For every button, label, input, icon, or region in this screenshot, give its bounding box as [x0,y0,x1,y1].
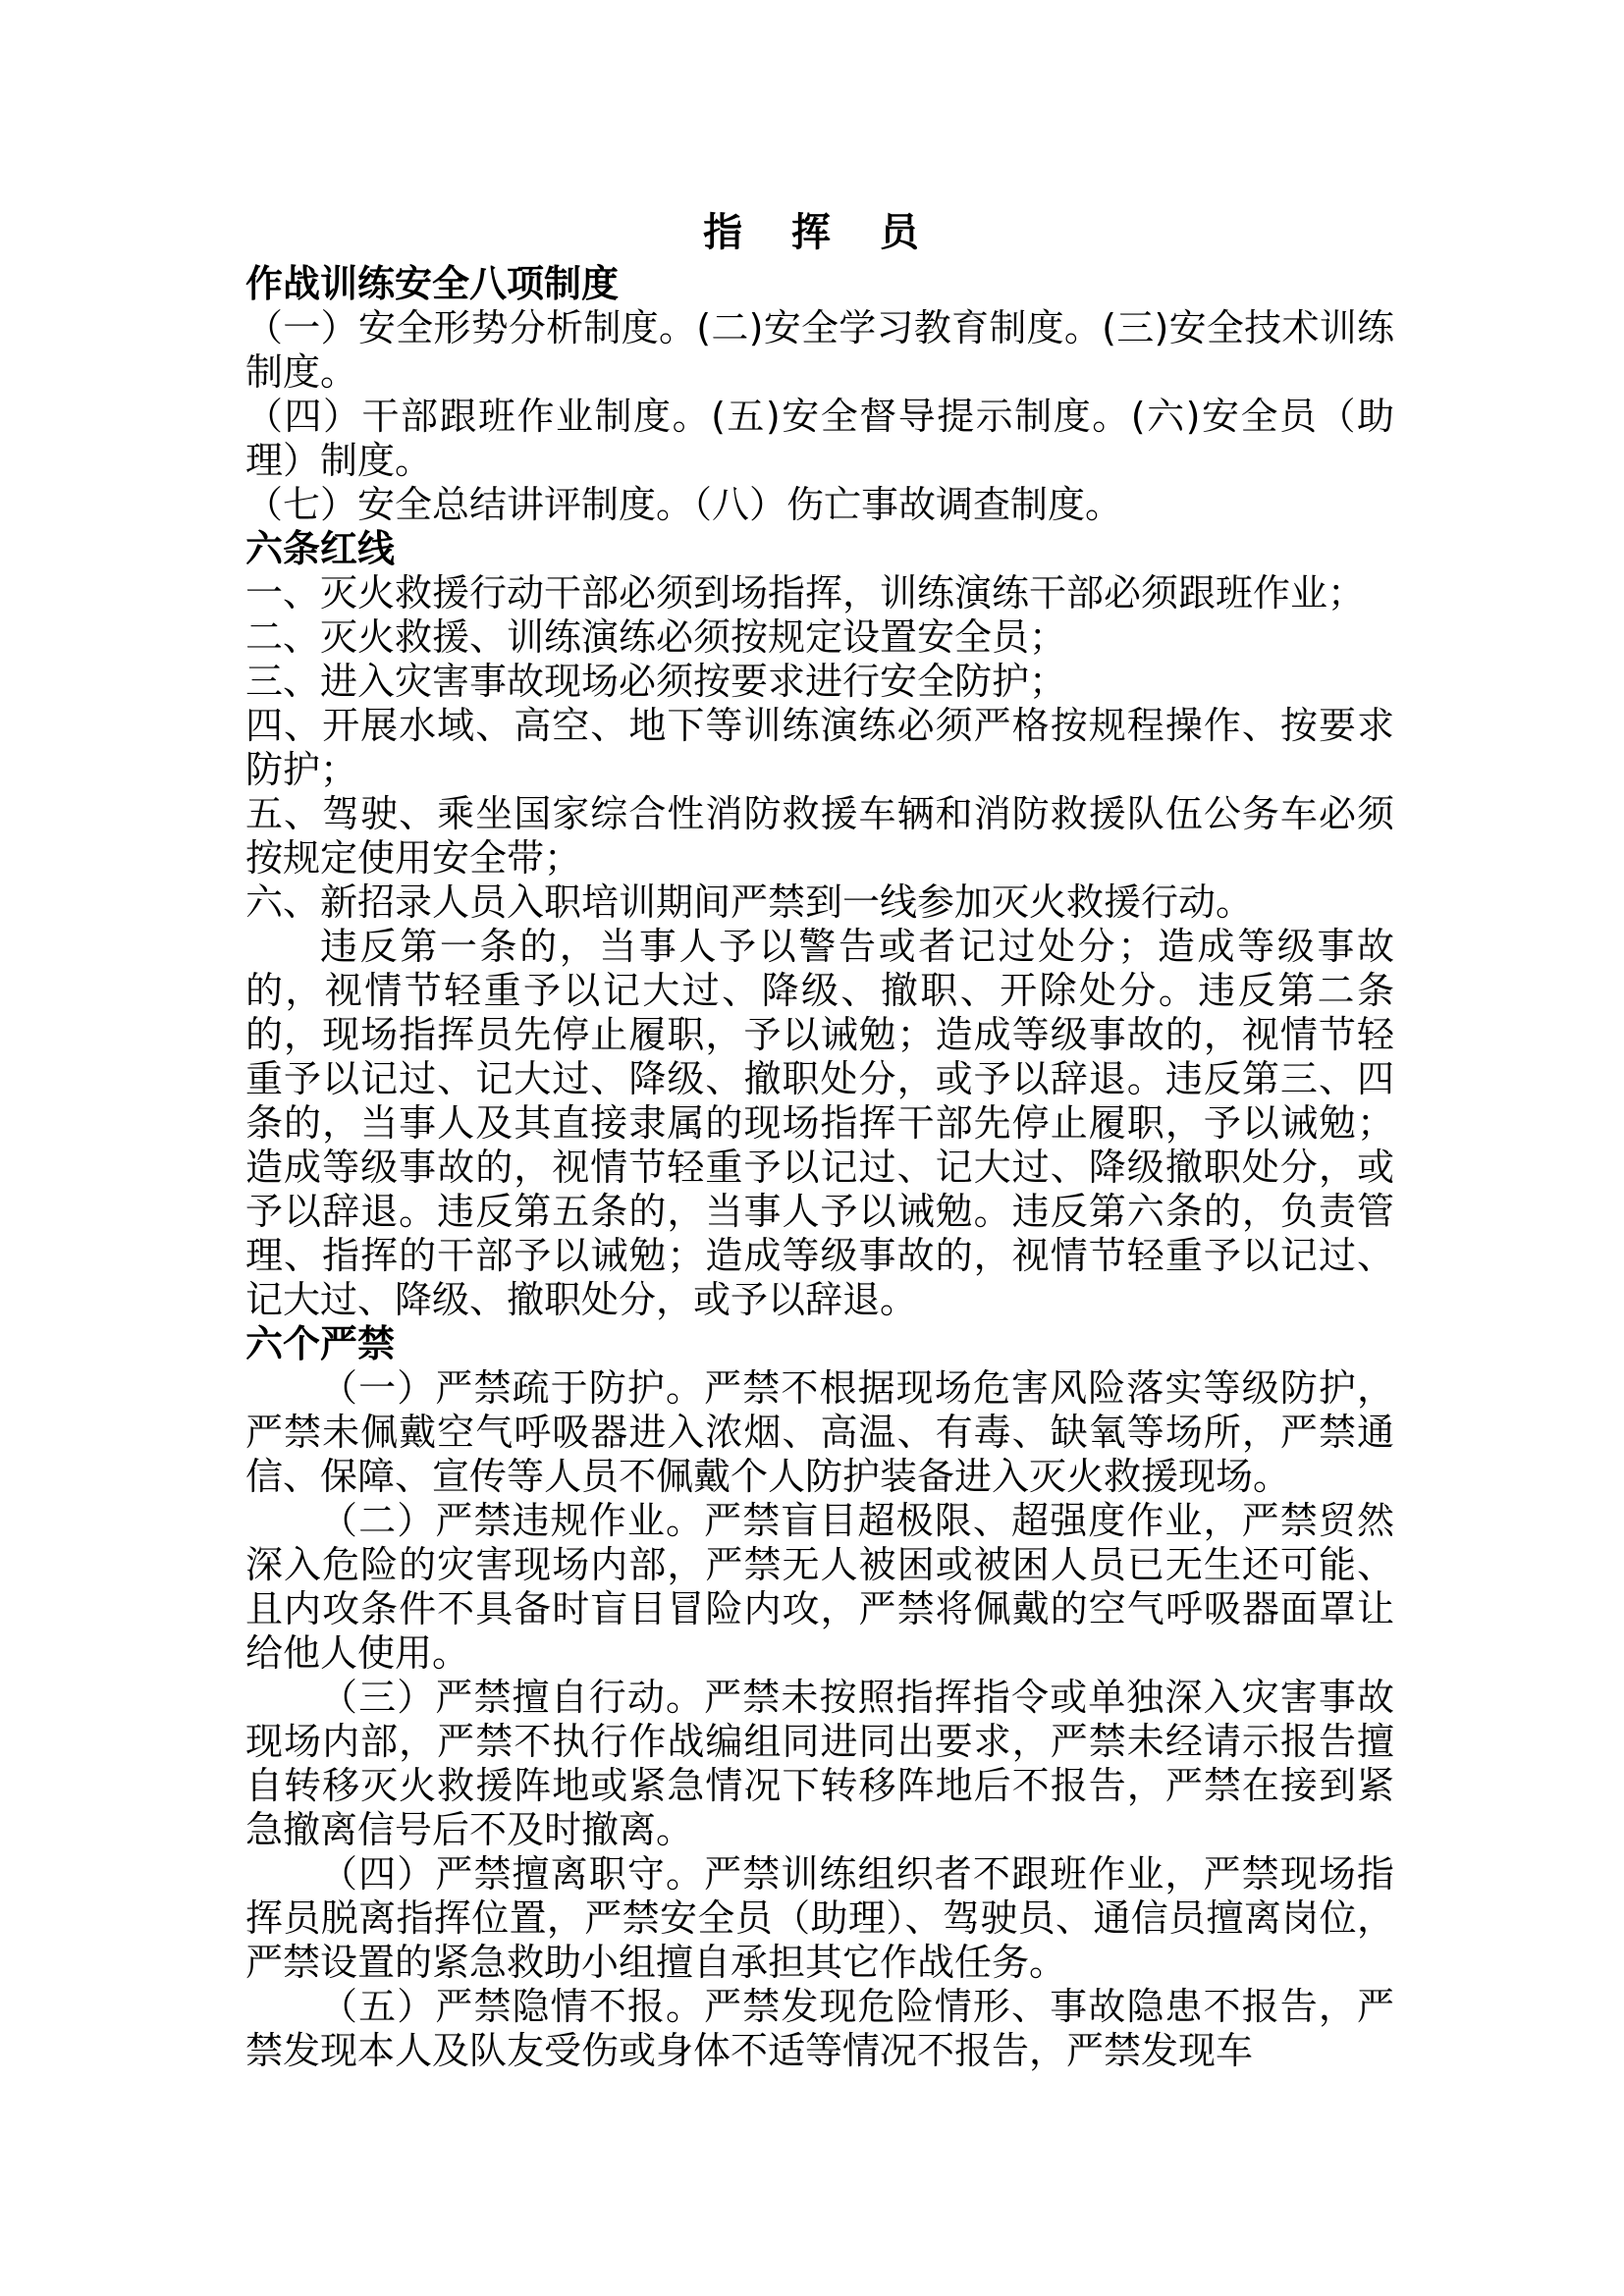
prohibition-paragraph: （二）严禁违规作业。严禁盲目超极限、超强度作业，严禁贸然深入危险的灾害现场内部，严禁无人被困或被困人员已无生还可能、且内攻条件不具备时盲目冒险内攻，严禁将佩戴的空气呼吸器面罩让给他人使用。 [245,1499,1394,1675]
section-heading-safety-systems: 作战训练安全八项制度 [245,262,620,305]
prohibition-paragraph: （五）严禁隐情不报。严禁发现危险情形、事故隐患不报告，严禁发现本人及队友受伤或身体不适等情况不报告，严禁发现车 [245,1985,1394,2072]
red-line-item: 六、新招录人员入职培训期间严禁到一线参加灭火救援行动。 [245,881,1254,924]
prohibition-paragraph: （四）严禁擅离职守。严禁训练组织者不跟班作业，严禁现场指挥员脱离指挥位置，严禁安全员（助理）、驾驶员、通信员擅离岗位，严禁设置的紧急救助小组擅自承担其它作战任务。 [245,1852,1394,1984]
safety-system-line: （四）干部跟班作业制度。(五)安全督导提示制度。(六)安全员（助理）制度。 [245,395,1394,482]
red-line-item: 五、驾驶、乘坐国家综合性消防救援车辆和消防救援队伍公务车必须按规定使用安全带； [245,792,1394,880]
red-line-item: 四、开展水域、高空、地下等训练演练必须严格按规程操作、按要求防护； [245,704,1394,791]
safety-system-line: （七）安全总结讲评制度。（八）伤亡事故调查制度。 [245,483,1123,526]
red-line-item: 一、灭火救援行动干部必须到场指挥，训练演练干部必须跟班作业； [245,571,1366,614]
prohibition-paragraph: （三）严禁擅自行动。严禁未按照指挥指令或单独深入灾害事故现场内部，严禁不执行作战编组同进同出要求，严禁未经请示报告擅自转移灭火救援阵地或紧急情况下转移阵地后不报告，严禁在接到紧急撤离信号后不及时撤离。 [245,1676,1394,1851]
red-line-item: 二、灭火救援、训练演练必须按规定设置安全员； [245,615,1067,659]
prohibition-paragraph: （一）严禁疏于防护。严禁不根据现场危害风险落实等级防护，严禁未佩戴空气呼吸器进入浓烟、高温、有毒、缺氧等场所，严禁通信、保障、宣传等人员不佩戴个人防护装备进入灭火救援现场。 [245,1366,1394,1498]
section-heading-red-lines: 六条红线 [245,527,396,570]
safety-system-line: （一）安全形势分析制度。(二)安全学习教育制度。(三)安全技术训练制度。 [245,306,1394,394]
document-page [245,211,1394,2073]
section-heading-six-prohibitions: 六个严禁 [245,1322,396,1365]
penalty-paragraph: 违反第一条的，当事人予以警告或者记过处分；造成等级事故的，视情节轻重予以记大过、降级、撤职、开除处分。违反第二条的，现场指挥员先停止履职，予以诫勉；造成等级事故的，视情节轻重予以记过、记大过、降级、撤职处分，或予以辞退。违反第三、四条的，当事人及其直接隶属的现场指挥干部先停止履职，予以诫勉；造成等级事故的，视情节轻重予以记过、记大过、降级撤职处分，或予以辞退。违反第五条的，当事人予以诫勉。违反第六条的，负责管理、指挥的干部予以诫勉；造成等级事故的，视情节轻重予以记过、记大过、降级、撤职处分，或予以辞退。 [245,925,1394,1321]
red-line-item: 三、进入灾害事故现场必须按要求进行安全防护； [245,660,1067,703]
page-title: 指 挥 员 [703,210,937,255]
